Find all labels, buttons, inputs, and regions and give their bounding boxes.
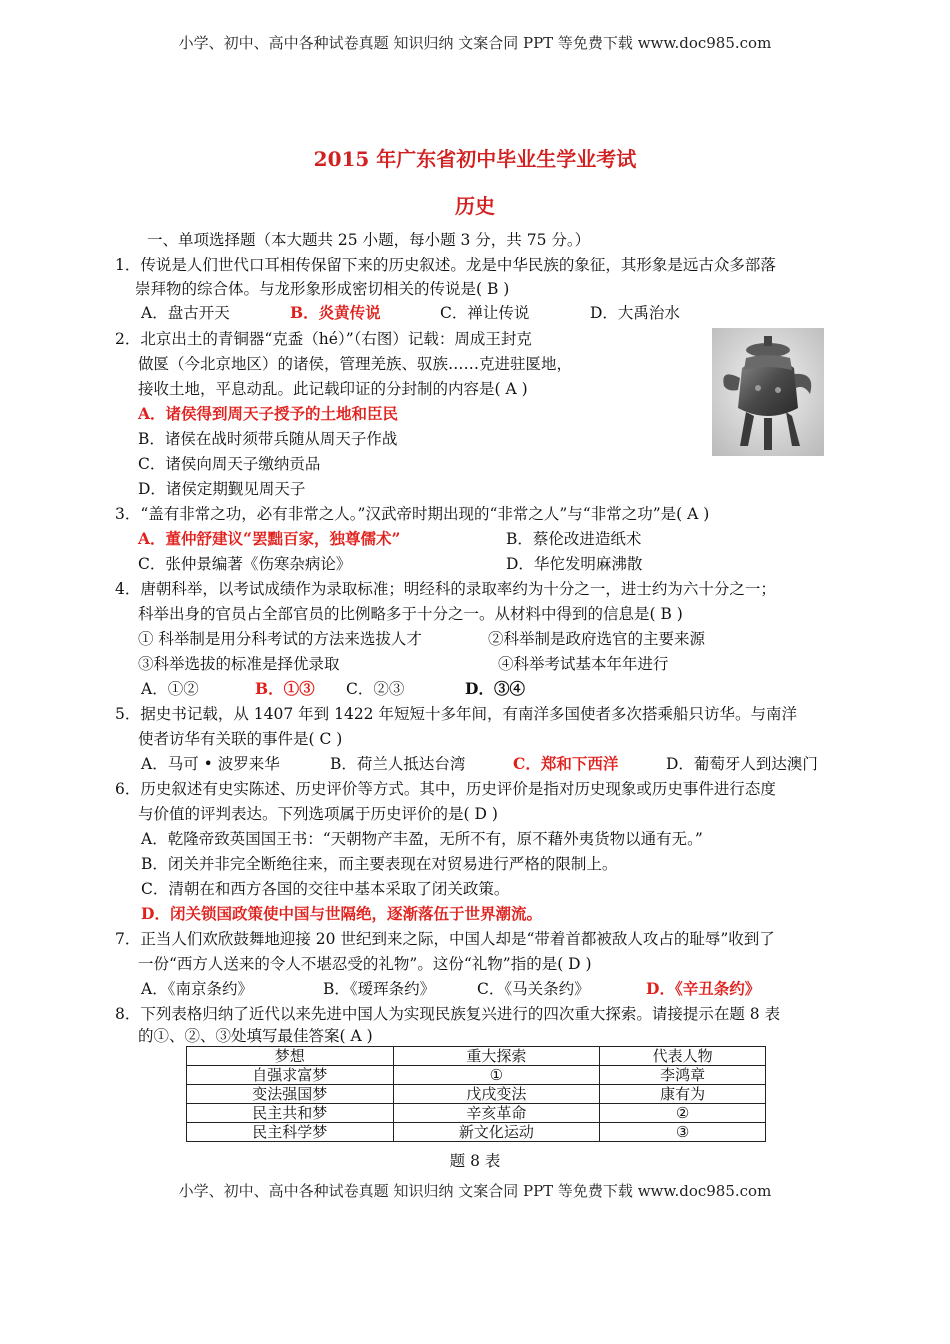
q8-table xyxy=(186,1046,766,1142)
q7-option-d: D．《辛丑条约》 xyxy=(646,979,761,998)
bronze-vessel-image xyxy=(712,328,824,456)
q1-option-a: A．盘古开天 xyxy=(141,304,230,322)
q6-option-b: B．闭关并非完全断绝往来，而主要表现在对贸易进行严格的限制上。 xyxy=(141,855,618,873)
q6-option-d: D．闭关锁国政策使中国与世隔绝，逐渐落伍于世界潮流。 xyxy=(141,904,542,923)
q3-line1: 3．“盖有非常之功，必有非常之人。”汉武帝时期出现的“非常之人”与“非常之功”是( A ) xyxy=(115,505,710,523)
q5-option-c: C．郑和下西洋 xyxy=(513,754,619,773)
q2-option-b: B．诸侯在战时须带兵随从周天子作战 xyxy=(138,430,398,448)
q8-line1: 8．下列表格归纳了近代以来先进中国人为实现民族复兴进行的四次重大探索。请接提示在题 8 表 xyxy=(115,1005,781,1023)
q6-option-a: A．乾隆帝致英国国王书：“天朝物产丰盈，无所不有，原不藉外夷货物以通有无。” xyxy=(141,830,703,848)
table-row xyxy=(187,1123,766,1142)
table-row xyxy=(187,1085,766,1104)
q2-line2: 做匽（今北京地区）的诸侯，管理羌族、驭族……克进驻匽地， xyxy=(138,355,573,373)
table-cell: 康有为 xyxy=(600,1085,766,1104)
q6-option-c: C．清朝在和西方各国的交往中基本采取了闭关政策。 xyxy=(141,880,510,898)
table-header: 代表人物 xyxy=(600,1047,766,1066)
table-cell: 辛亥革命 xyxy=(393,1104,600,1123)
table-cell: ① xyxy=(393,1066,600,1085)
q1-line2: 崇拜物的综合体。与龙形象形成密切相关的传说是( B ) xyxy=(135,280,510,298)
q3-option-d: D．华佗发明麻沸散 xyxy=(506,555,643,573)
table-cell: 民主共和梦 xyxy=(187,1104,394,1123)
q3-option-b: B．蔡伦改进造纸术 xyxy=(506,530,642,548)
table-cell: 李鸿章 xyxy=(600,1066,766,1085)
page-header: 小学、初中、高中各种试卷真题 知识归纳 文案合同 PPT 等免费下载 www.doc985.com xyxy=(178,34,772,52)
table-cell: 变法强国梦 xyxy=(187,1085,394,1104)
q4-option-c: C．②③ xyxy=(346,680,405,698)
q4-statement-2: ②科举制是政府选官的主要来源 xyxy=(488,630,706,648)
q4-statement-4: ④科举考试基本年年进行 xyxy=(498,655,669,673)
page-footer: 小学、初中、高中各种试卷真题 知识归纳 文案合同 PPT 等免费下载 www.doc985.com xyxy=(178,1182,772,1200)
q2-line3: 接收土地，平息动乱。此记载印证的分封制的内容是( A ) xyxy=(138,380,528,398)
q5-option-b: B．荷兰人抵达台湾 xyxy=(330,755,466,773)
q6-line2: 与价值的评判表达。下列选项属于历史评价的是( D ) xyxy=(138,805,498,823)
q1-option-d: D．大禹治水 xyxy=(590,304,680,322)
q1-line1: 1．传说是人们世代口耳相传保留下来的历史叙述。龙是中华民族的象征，其形象是远古众多部落 xyxy=(115,256,776,274)
table-header-row xyxy=(187,1047,766,1066)
table-cell: ② xyxy=(600,1104,766,1123)
table-header: 梦想 xyxy=(187,1047,394,1066)
table-cell: 民主科学梦 xyxy=(187,1123,394,1142)
q4-option-a: A．①② xyxy=(141,680,199,698)
q5-line1: 5．据史书记载，从 1407 年到 1422 年短短十多年间，有南洋多国使者多次搭乘船只访华。与南洋 xyxy=(115,705,797,723)
q2-option-a: A．诸侯得到周天子授予的土地和臣民 xyxy=(138,404,399,423)
table-cell: ③ xyxy=(600,1123,766,1142)
table-cell: 自强求富梦 xyxy=(187,1066,394,1085)
q6-line1: 6．历史叙述有史实陈述、历史评价等方式。其中，历史评价是指对历史现象或历史事件进行态度 xyxy=(115,780,776,798)
q5-option-a: A．马可 • 波罗来华 xyxy=(141,755,280,773)
q1-option-b: B．炎黄传说 xyxy=(290,303,381,322)
q7-line1: 7．正当人们欢欣鼓舞地迎接 20 世纪到来之际，中国人却是“带着首都被敌人攻占的耻辱”收到了 xyxy=(115,930,775,948)
q7-line2: 一份“西方人送来的令人不堪忍受的礼物”。这份“礼物”指的是( D ) xyxy=(138,955,592,973)
q2-option-d: D．诸侯定期觐见周天子 xyxy=(138,480,306,498)
q4-line2: 科举出身的官员占全部官员的比例略多于十分之一。从材料中得到的信息是( B ) xyxy=(138,605,683,623)
q4-line1: 4．唐朝科举，以考试成绩作为录取标准；明经科的录取率约为十分之一，进士约为六十分之一； xyxy=(115,580,776,598)
exam-title: 2015 年广东省初中毕业生学业考试 xyxy=(313,147,637,171)
table-cell: 新文化运动 xyxy=(393,1123,600,1142)
q4-statement-3: ③科举选拔的标准是择优录取 xyxy=(138,655,340,673)
q8-line2: 的①、②、③处填写最佳答案( A ) xyxy=(138,1027,373,1045)
subject-title: 历史 xyxy=(455,194,495,218)
q5-line2: 使者访华有关联的事件是( C ) xyxy=(138,730,343,748)
q4-option-b: B．①③ xyxy=(255,679,315,698)
q1-option-c: C．禅让传说 xyxy=(440,304,530,322)
table-row xyxy=(187,1104,766,1123)
table-cell: 戊戌变法 xyxy=(393,1085,600,1104)
q2-option-c: C．诸侯向周天子缴纳贡品 xyxy=(138,455,321,473)
table-caption: 题 8 表 xyxy=(449,1152,501,1170)
table-header: 重大探索 xyxy=(393,1047,600,1066)
q2-line1: 2．北京出土的青铜器“克盉（hé）”（右图）记载：周成王封克 xyxy=(115,330,532,348)
q7-option-c: C．《马关条约》 xyxy=(477,980,590,998)
q5-option-d: D．葡萄牙人到达澳门 xyxy=(666,755,818,773)
q7-option-a: A．《南京条约》 xyxy=(141,980,253,998)
section-heading: 一、单项选择题（本大题共 25 小题，每小题 3 分，共 75 分。） xyxy=(147,231,591,249)
q7-option-b: B．《瑷珲条约》 xyxy=(323,980,436,998)
q3-option-c: C．张仲景编著《伤寒杂病论》 xyxy=(138,555,352,573)
q4-statement-1: ① 科举制是用分科考试的方法来选拔人才 xyxy=(138,630,422,648)
q3-option-a: A．董仲舒建议“罢黜百家，独尊儒术” xyxy=(138,529,401,548)
q4-option-d: D．③④ xyxy=(465,679,525,698)
table-row xyxy=(187,1066,766,1085)
